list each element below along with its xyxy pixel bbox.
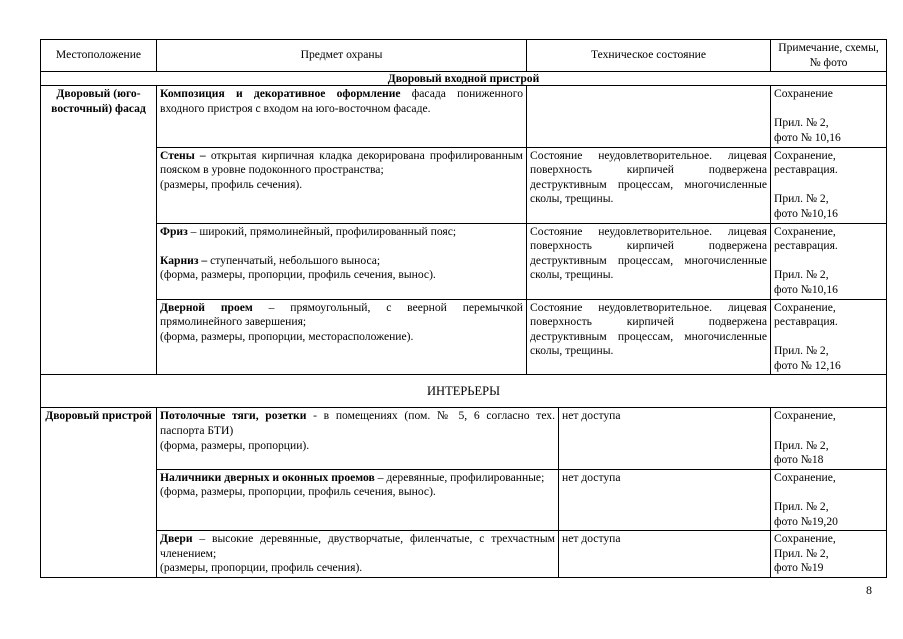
note-appendix: Прил. № 2,: [774, 268, 829, 282]
note-action-2: реставрация.: [774, 315, 838, 329]
note-action: Сохранение,: [774, 532, 836, 546]
subject-cell: [157, 531, 559, 578]
note-photo: фото №10,16: [774, 206, 838, 220]
note-appendix: Прил. № 2,: [774, 500, 829, 514]
note-cell: [771, 299, 887, 375]
subject-description: – деревянные, профилированные;: [374, 470, 545, 484]
subject-cell: [157, 223, 527, 299]
subject-term: Стены –: [160, 148, 206, 162]
note-action: Сохранение,: [774, 470, 836, 484]
section-row: [41, 72, 887, 86]
subject-description-2: ступенчатый, небольшого выноса;: [207, 253, 381, 267]
note-appendix: Прил. № 2,: [774, 192, 829, 206]
subject-term: Фриз: [160, 224, 188, 238]
condition-cell: Состояние неудовлетворительное. лицевая поверхность кирпичей подвержена деструктивным процессам, многочисленные сколы, трещины.: [527, 299, 771, 375]
subject-attributes: (форма, размеры, пропорции, профиль сечения, вынос).: [160, 485, 436, 499]
subject-term: Наличники дверных и оконных проемов: [160, 470, 375, 484]
subject-description: фасада пониженного входного пристроя с входом на юго-восточном фасаде.: [160, 87, 523, 115]
table-row: [41, 223, 887, 299]
note-photo: фото № 12,16: [774, 358, 841, 372]
table-row: [41, 147, 887, 223]
table-row: [41, 531, 887, 578]
subject-cell: [157, 469, 559, 530]
page-number: 8: [866, 583, 872, 597]
subject-attributes: (форма, размеры, пропорции, месторасположение).: [160, 329, 414, 343]
note-photo: фото №18: [774, 453, 824, 467]
header-subject: Предмет охраны: [157, 40, 527, 72]
protection-subject-table: [40, 39, 887, 578]
table-header-row: [41, 40, 887, 72]
condition-cell: нет доступа: [559, 469, 771, 530]
section-title-entrance: Дворовый входной пристрой: [41, 72, 887, 86]
subject-cell: [157, 299, 527, 375]
note-appendix: Прил. № 2,: [774, 438, 829, 452]
subject-cell: [157, 408, 559, 469]
subject-description: - в помещениях (пом. № 5, 6 согласно тех. паспорта БТИ): [160, 409, 556, 438]
note-action: Сохранение: [774, 87, 833, 101]
subject-term-2: Карниз –: [160, 253, 208, 267]
condition-cell: нет доступа: [559, 408, 771, 469]
location-cell: Дворовый (юго-восточный) фасад: [41, 86, 157, 375]
note-cell: [771, 469, 887, 530]
subject-description: – высокие деревянные, двустворчатые, филенчатые, с трехчастным членением;: [160, 532, 555, 560]
note-appendix: Прил. № 2,: [774, 344, 829, 358]
note-cell: [771, 86, 887, 147]
note-action: Сохранение,: [774, 224, 836, 238]
header-note: Примечание, схемы, № фото: [771, 40, 887, 72]
note-appendix: Прил. № 2,: [774, 546, 829, 560]
condition-cell: Состояние неудовлетворительное. лицевая поверхность кирпичей подвержена деструктивным процессам, многочисленные сколы, трещины.: [527, 223, 771, 299]
note-photo: фото № 10,16: [774, 130, 841, 144]
subject-description: – прямоугольный, с веерной перемычкой прямолинейного завершения;: [160, 300, 523, 329]
subject-attributes: (размеры, пропорции, профиль сечения).: [160, 561, 363, 575]
note-cell: [771, 223, 887, 299]
subject-attributes: (размеры, профиль сечения).: [160, 177, 303, 191]
note-appendix: Прил. № 2,: [774, 116, 829, 130]
note-photo: фото №19,20: [774, 514, 838, 528]
note-action: Сохранение,: [774, 300, 836, 314]
condition-cell: нет доступа: [559, 531, 771, 578]
note-cell: [771, 147, 887, 223]
subject-description: – широкий, прямолинейный, профилированный пояс;: [187, 224, 457, 238]
table-row: [41, 408, 887, 469]
note-photo: фото №19: [774, 561, 824, 575]
note-photo: фото №10,16: [774, 282, 838, 296]
header-location: Местоположение: [41, 40, 157, 72]
section-title-interiors: ИНТЕРЬЕРЫ: [41, 375, 887, 408]
note-action-2: реставрация.: [774, 163, 838, 177]
note-action: Сохранение,: [774, 409, 836, 423]
header-condition: Техническое состояние: [527, 40, 771, 72]
table-row: [41, 86, 887, 147]
subject-term: Композиция и декоративное оформление: [160, 87, 401, 101]
note-cell: [771, 408, 887, 469]
subject-attributes: (форма, размеры, пропорции).: [160, 438, 310, 452]
condition-cell: [527, 86, 771, 147]
location-cell: Дворовый пристрой: [41, 408, 157, 578]
note-action-2: реставрация.: [774, 239, 838, 253]
subject-cell: [157, 147, 527, 223]
subject-term: Двери: [160, 532, 193, 546]
table-row: [41, 469, 887, 530]
condition-cell: Состояние неудовлетворительное. лицевая поверхность кирпичей подвержена деструктивным процессам, многочисленные сколы, трещины.: [527, 147, 771, 223]
section-row: [41, 375, 887, 408]
subject-term: Дверной проем: [160, 300, 253, 314]
note-action: Сохранение,: [774, 148, 836, 162]
subject-term: Потолочные тяги, розетки: [160, 409, 307, 423]
subject-cell: [157, 86, 527, 147]
subject-description: открытая кирпичная кладка декорирована профилированным пояском в уровне подоконного пространства;: [160, 148, 523, 177]
note-cell: [771, 531, 887, 578]
subject-attributes: (форма, размеры, пропорции, профиль сечения, вынос).: [160, 268, 436, 282]
table-row: [41, 299, 887, 375]
